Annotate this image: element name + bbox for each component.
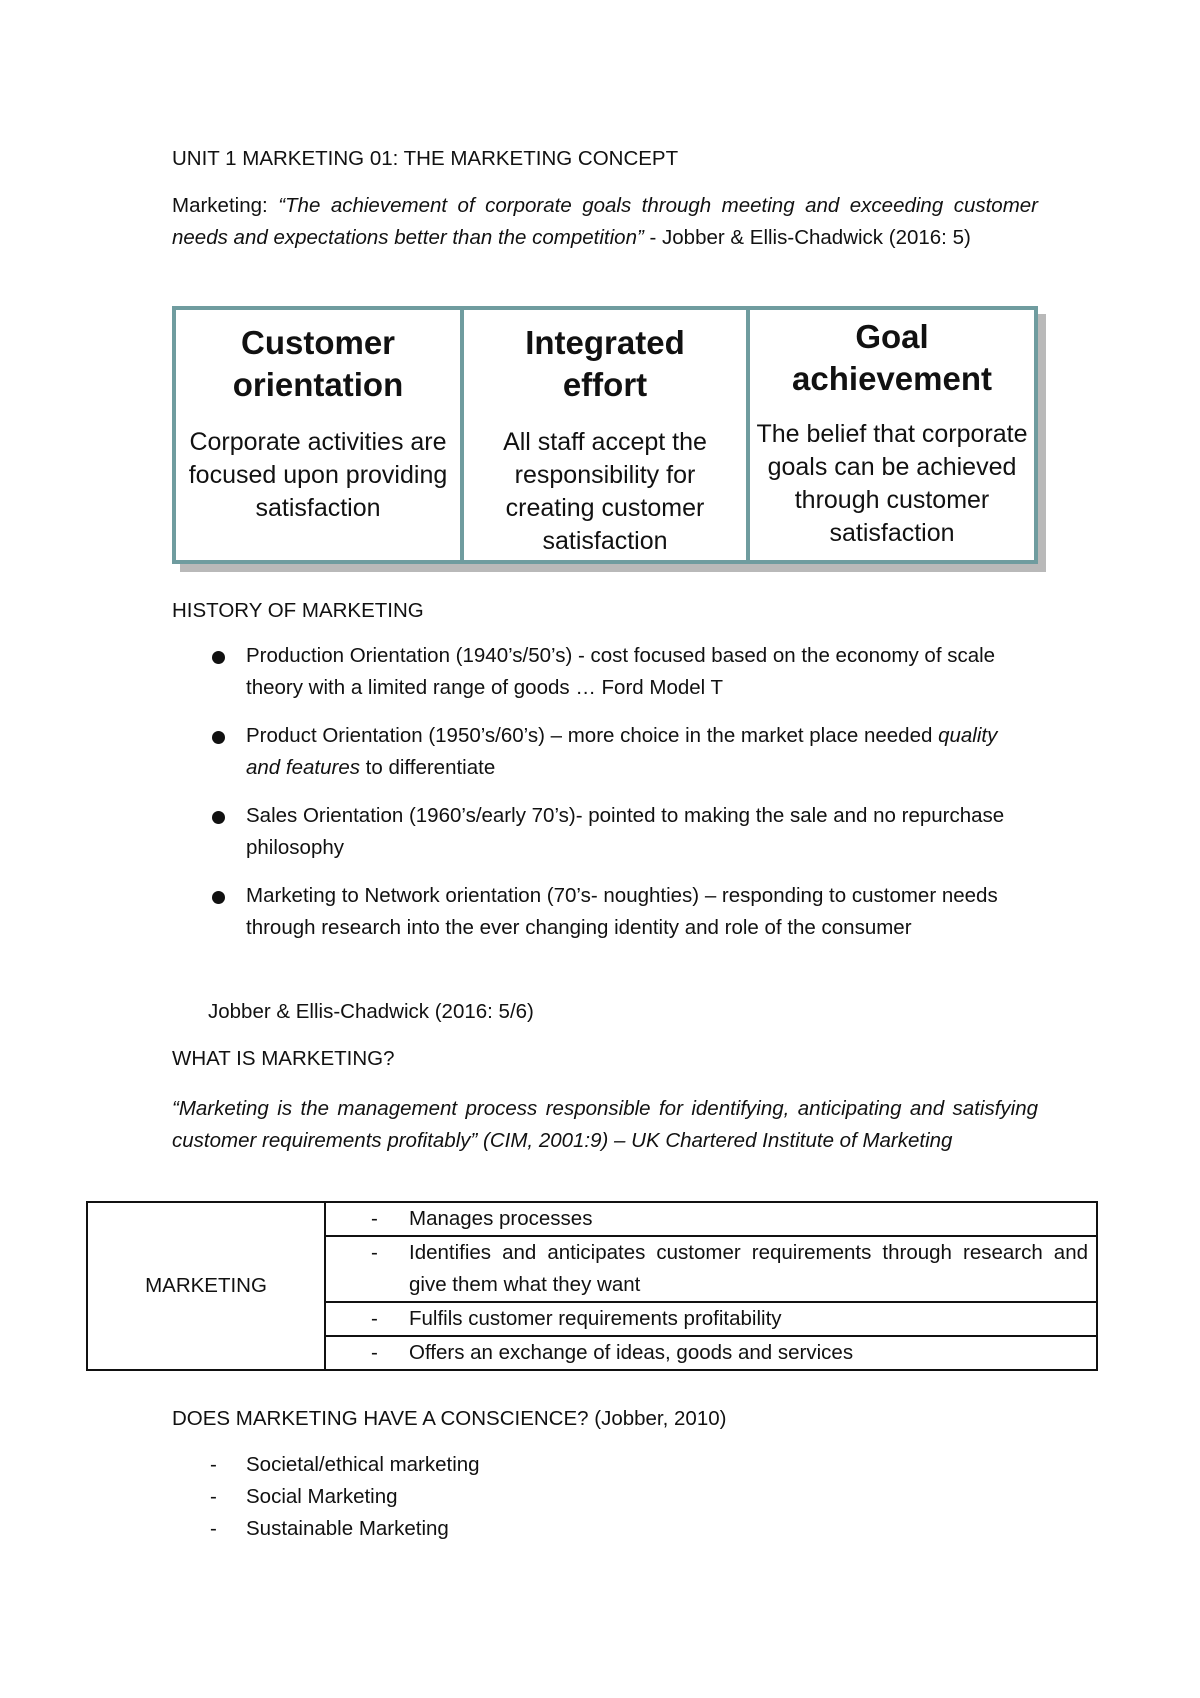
concept-desc: All staff accept the responsibility for creating customer satisfaction [503,428,707,555]
list-item-text: Sales Orientation (1960’s/early 70’s)- pointed to making the sale and no repurchase philosophy [246,804,1005,859]
bullet-icon [212,891,225,904]
list-item [210,720,1030,784]
history-list [210,640,1030,960]
list-item [210,640,1030,704]
concept-title-line2: orientation [232,366,404,403]
concept-title-line2: effort [562,366,648,403]
concept-desc: Corporate activities are focused upon providing satisfaction [188,428,448,522]
list-item-text: Marketing to Network orientation (70’s- noughties) – responding to customer needs through research into the ever changing identity and role of the consumer [246,884,998,939]
definition-citation: - Jobber & Ellis-Chadwick (2016: 5) [643,226,971,249]
table-cell [325,1336,1097,1370]
concept-boxes [172,306,1038,564]
marketing-definition [172,190,1038,254]
table-cell-text: Identifies and anticipates customer requirements through research and give them what they want [409,1241,1088,1296]
list-item-text: Product Orientation (1950’s/60’s) – more choice in the market place needed [246,724,939,747]
bullet-icon [212,731,225,744]
definition-quote: “The achievement of corporate goals through meeting and exceeding customer needs and expectations better than the competition” [172,194,1038,249]
bullet-icon [212,651,225,664]
concept-title-line1: Integrated [525,324,685,361]
dash-marker: - [371,1241,378,1264]
list-item-text: Sustainable Marketing [246,1517,449,1540]
table-cell [325,1302,1097,1336]
dash-marker: - [210,1517,217,1540]
table-cell-text: Offers an exchange of ideas, goods and services [409,1341,854,1364]
dash-marker: - [371,1207,378,1230]
conscience-citation: (Jobber, 2010) [588,1407,727,1430]
list-item [210,800,1030,864]
list-item-text: Societal/ethical marketing [246,1453,480,1476]
what-is-quote: “Marketing is the management process responsible for identifying, anticipating and satisfying customer requirements profitably” (CIM, 2001:9) – UK Chartered Institute of Marketing [172,1097,1038,1152]
dash-marker: - [210,1453,217,1476]
dash-marker: - [371,1307,378,1330]
table-cell [325,1202,1097,1236]
list-item [210,1513,480,1545]
list-item-text: Production Orientation (1940’s/50’s) - cost focused based on the economy of scale theory with a limited range of goods … Ford Model T [246,644,996,699]
table-cell-text: Fulfils customer requirements profitability [409,1307,782,1330]
bullet-icon [212,811,225,824]
history-heading: HISTORY OF MARKETING [172,599,424,622]
concept-title-line1: Goal [855,318,929,355]
table-cell-text: Manages processes [409,1207,593,1230]
page-title: UNIT 1 MARKETING 01: THE MARKETING CONCEPT [172,147,679,170]
conscience-heading: DOES MARKETING HAVE A CONSCIENCE? [172,1407,589,1430]
table-row [87,1202,1097,1236]
table-label-cell [87,1202,325,1370]
concept-box-customer-orientation [176,310,460,560]
conscience-list [210,1449,480,1545]
list-item-italic: quality and features [246,724,998,779]
concept-box-integrated-effort [460,310,746,560]
history-citation: Jobber & Ellis-Chadwick (2016: 5/6) [208,1000,534,1023]
marketing-concept-diagram [172,306,1038,564]
table-cell [325,1236,1097,1302]
list-item-text-after: to differentiate [359,756,496,779]
concept-title-line1: Customer [240,324,396,361]
marketing-table [86,1201,1098,1371]
concept-box-goal-achievement [746,310,1034,560]
dash-marker: - [210,1485,217,1508]
concept-desc: The belief that corporate goals can be achieved through customer satisfaction [756,420,1028,547]
concept-title-line2: achievement [792,360,992,397]
dash-marker: - [371,1341,378,1364]
table-label: MARKETING [145,1274,267,1297]
what-is-heading: WHAT IS MARKETING? [172,1047,395,1070]
conscience-heading-line [172,1403,726,1435]
list-item-text: Social Marketing [246,1485,398,1508]
list-item [210,1481,480,1513]
list-item [210,1449,480,1481]
definition-label: Marketing: [172,194,268,217]
list-item [210,880,1030,944]
